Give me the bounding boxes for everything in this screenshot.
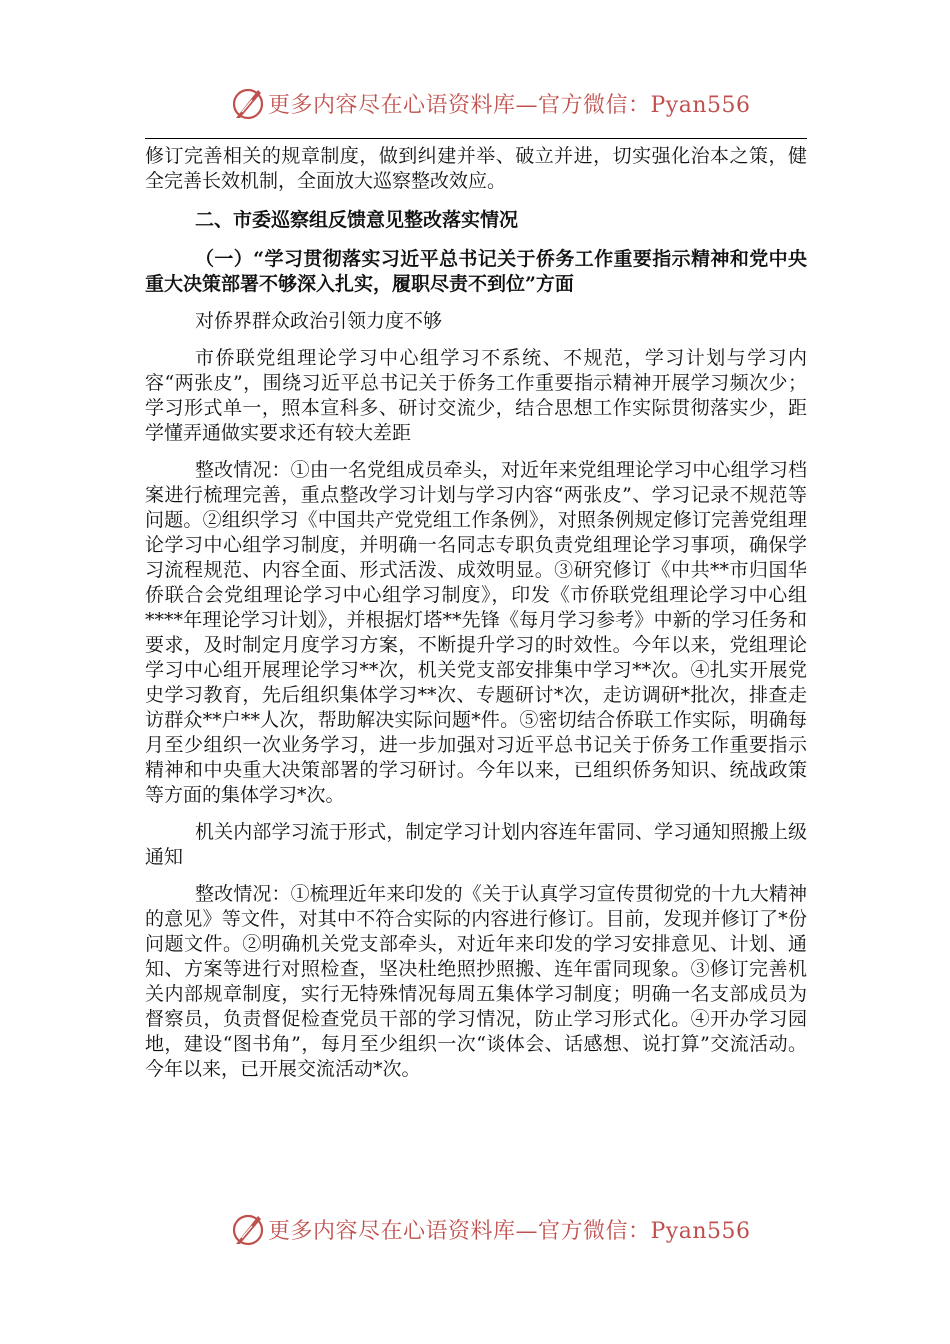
subsection-heading: （一）“学习贯彻落实习近平总书记关于侨务工作重要指示精神和党中央重大决策部署不够深入扎实，履职尽责不到位”方面 <box>145 248 807 295</box>
quill-pen-icon <box>228 84 268 124</box>
header-banner <box>0 80 950 128</box>
intro-paragraph: 修订完善相关的规章制度，做到纠建并举、破立并进，切实强化治本之策，健全完善长效机制，全面放大巡察整改效应。 <box>145 145 807 192</box>
item1-problem: 市侨联党组理论学习中心组学习不系统、不规范，学习计划与学习内容“两张皮”，围绕习近平总书记关于侨务工作重要指示精神开展学习频次少；学习形式单一，照本宣科多、研讨交流少，结合思想工作实际贯彻落实少，距学懂弄通做实要求还有较大差距 <box>145 347 807 444</box>
document-body <box>145 144 807 1082</box>
quill-pen-icon <box>228 1210 268 1250</box>
item2-rectification: 整改情况：①梳理近年来印发的《关于认真学习宣传贯彻党的十九大精神的意见》等文件，对其中不符合实际的内容进行修订。目前，发现并修订了*份问题文件。②明确机关党支部牵头，对近年来印发的学习安排意见、计划、通知、方案等进行对照检查，坚决杜绝照抄照搬、连年雷同现象。③修订完善机关内部规章制度，实行无特殊情况每周五集体学习制度；明确一名支部成员为督察员，负责督促检查党员干部的学习情况，防止学习形式化。④开办学习园地，建设“图书角”，每月至少组织一次“谈体会、话感想、说打算”交流活动。今年以来，已开展交流活动*次。 <box>145 883 807 1080</box>
footer-banner-text: 更多内容尽在心语资料库—官方微信：Pyan556 <box>268 1219 751 1244</box>
item2-problem: 机关内部学习流于形式，制定学习计划内容连年雷同、学习通知照搬上级通知 <box>145 821 807 868</box>
item1-rectification: 整改情况：①由一名党组成员牵头，对近年来党组理论学习中心组学习档案进行梳理完善，重点整改学习计划与学习内容“两张皮”、学习记录不规范等问题。②组织学习《中国共产党党组工作条例》，对照条例规定修订完善党组理论学习中心组学习制度，并明确一名同志专职负责党组理论学习事项，确保学习流程规范、内容全面、形式活泼、成效明显。③研究修订《中共**市归国华侨联合会党组理论学习中心组学习制度》，印发《市侨联党组理论学习中心组****年理论学习计划》，并根据灯塔**先锋《每月学习参考》中新的学习任务和要求，及时制定月度学习方案，不断提升学习的时效性。今年以来，党组理论学习中心组开展理论学习**次，机关党支部安排集中学习**次。④扎实开展党史学习教育，先后组织集体学习**次、专题研讨*次，走访调研*批次，排查走访群众**户**人次，帮助解决实际问题*件。⑤密切结合侨联工作实际，明确每月至少组织一次业务学习，进一步加强对习近平总书记关于侨务工作重要指示精神和中央重大决策部署的学习研讨。今年以来，已组织侨务知识、统战政策等方面的集体学习*次。 <box>145 459 807 806</box>
footer-banner <box>0 1206 950 1254</box>
header-banner-text: 更多内容尽在心语资料库—官方微信：Pyan556 <box>268 93 751 118</box>
item1-title: 对侨界群众政治引领力度不够 <box>195 310 443 332</box>
section-heading: 二、市委巡察组反馈意见整改落实情况 <box>195 209 519 231</box>
header-divider <box>145 138 807 139</box>
